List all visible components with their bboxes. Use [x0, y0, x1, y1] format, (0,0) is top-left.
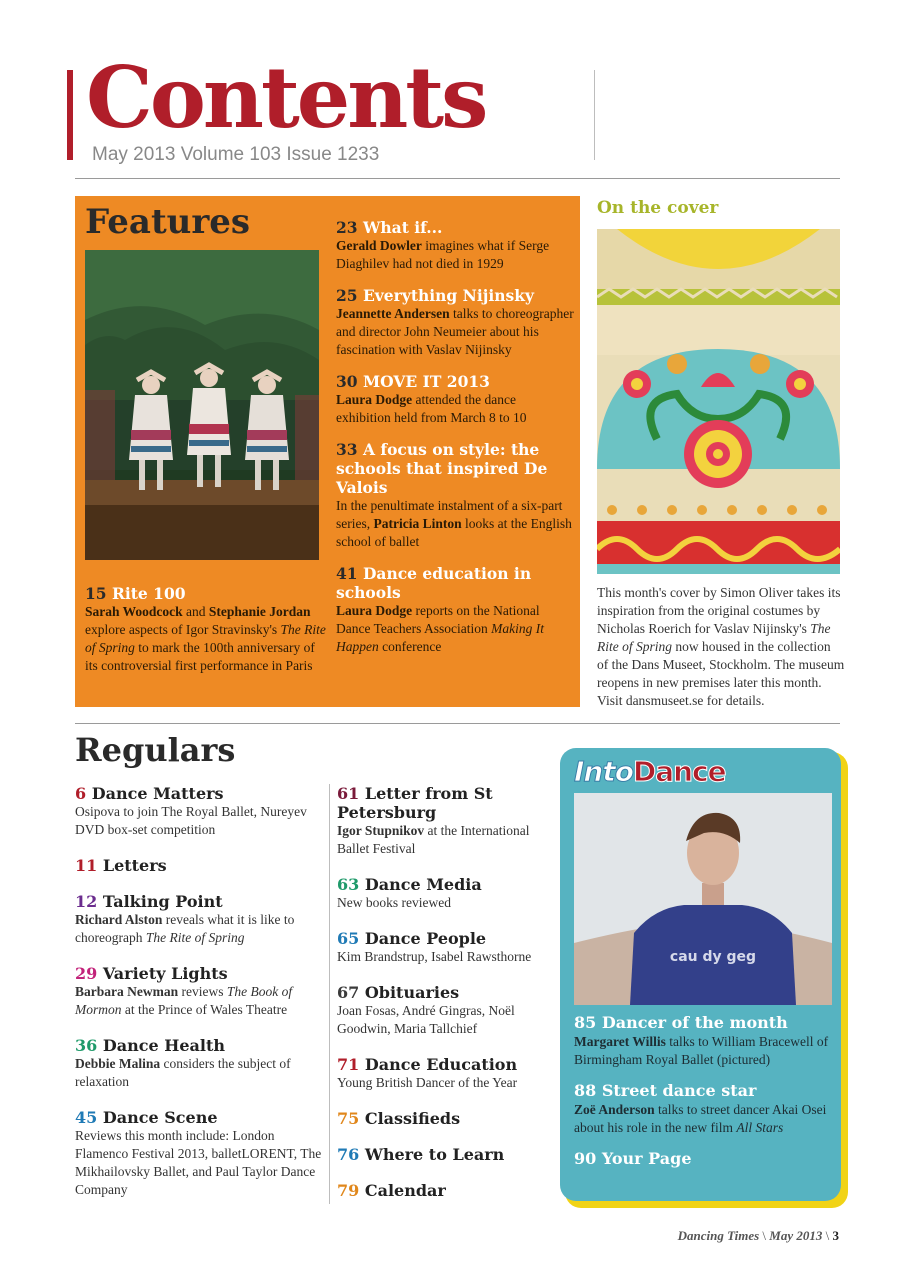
- feature-title: Dance education in schools: [336, 564, 532, 602]
- feature-title: A focus on style: the schools that inspired De Valois: [336, 440, 548, 497]
- regular-item: 79 Calendar: [337, 1181, 446, 1200]
- features-right-column: [336, 218, 574, 669]
- middle-rule: [75, 723, 840, 724]
- regular-item: 12 Talking Point Richard Alston reveals what it is like to choreograph The Rite of Spring: [75, 892, 295, 945]
- page-title: Contents: [86, 48, 486, 147]
- regular-item: 71 Dance Education Young British Dancer of the Year: [337, 1055, 518, 1090]
- cover-heading: On the cover: [597, 198, 719, 218]
- into-item: 88 Street dance star Zoë Anderson talks to street dancer Akai Osei about his role in the new film All Stars: [574, 1081, 827, 1135]
- feature-title: MOVE IT 2013: [362, 372, 490, 391]
- feature-title: Everything Nijinsky: [362, 286, 534, 305]
- feature-item-what-if: 23 What if... Gerald Dowler imagines what if Serge Diaghilev had not died in 1929: [336, 218, 550, 271]
- features-heading: Features: [85, 202, 251, 242]
- features-panel: [75, 196, 580, 707]
- regular-item: 76 Where to Learn: [337, 1145, 505, 1164]
- regular-item: 61 Letter from St Petersburg Igor Stupnikov at the International Ballet Festival: [337, 784, 530, 856]
- header-accent-bar: [67, 70, 73, 160]
- feature-number: 15: [85, 584, 107, 603]
- into-item: 90 Your Page: [574, 1149, 692, 1168]
- feature-item-move-it: 30 MOVE IT 2013 Laura Dodge attended the dance exhibition held from March 8 to 10: [336, 372, 527, 425]
- regular-item: 36 Dance Health Debbie Malina considers the subject of relaxation: [75, 1036, 291, 1089]
- regular-item: 67 Obituaries Joan Fosas, André Gingras, Noël Goodwin, Maria Tallchief: [337, 983, 515, 1036]
- feature-title: Rite 100: [111, 584, 186, 603]
- regular-item: 29 Variety Lights Barbara Newman reviews The Book of Mormon at the Prince of Wales Theatre: [75, 964, 293, 1017]
- shirt-text: cau dy geg: [669, 949, 757, 965]
- top-rule: [75, 178, 840, 179]
- cover-image: [597, 229, 840, 574]
- regular-item: 11 Letters: [75, 856, 167, 875]
- regulars-heading: Regulars: [75, 731, 236, 769]
- feature-item-rite-100: 15 Rite 100 Sarah Woodcock and Stephanie Jordan explore aspects of Igor Stravinsky's The Rite of Spring to mark the 100th anniversary of its controversial first performance in Paris: [85, 584, 326, 673]
- feature-item-nijinsky: 25 Everything Nijinsky Jeannette Andersen talks to choreographer and director John Neumeier about his fascination with Vaslav Nijinsky: [336, 286, 574, 357]
- feature-item-dance-education: 41 Dance education in schools Laura Dodge reports on the National Dance Teachers Association Making It Happen conference: [336, 564, 544, 654]
- page-number: 3: [832, 1228, 839, 1243]
- regular-item: 75 Classifieds: [337, 1109, 461, 1128]
- regular-item: 65 Dance People Kim Brandstrup, Isabel Rawsthorne: [337, 929, 532, 964]
- regular-item: 63 Dance Media New books reviewed: [337, 875, 482, 910]
- dancer-photo: [574, 793, 832, 1005]
- into-item: 85 Dancer of the month Margaret Willis talks to William Bracewell of Birmingham Royal Ballet (pictured): [574, 1013, 829, 1067]
- cover-description: This month's cover by Simon Oliver takes its inspiration from the original costumes by Nicholas Roerich for Vaslav Nijinsky's The Rite of Spring now housed in the collection of the Dans Museet, Stockholm. The museum reopens in new premises later this month. Visit dansmuseet.se for details.: [597, 585, 845, 708]
- regulars-column-2: [337, 784, 559, 1217]
- into-dance-items: [574, 1013, 836, 1181]
- into-dance-logo: IntoDance: [574, 755, 726, 788]
- feature-title: What if...: [362, 218, 443, 237]
- regulars-column-divider: [329, 784, 330, 1204]
- feature-author: Sarah Woodcock: [85, 604, 183, 619]
- regular-item: 45 Dance Scene Reviews this month include: London Flamenco Festival 2013, balletLORENT, The Mikhailovsky Ballet, and Paul Taylor Dance Company: [75, 1108, 322, 1197]
- regular-item: 6 Dance Matters Osipova to join The Royal Ballet, Nureyev DVD box-set competition: [75, 784, 307, 837]
- rite-of-spring-photo: [85, 250, 319, 560]
- issue-line: May 2013 Volume 103 Issue 1233: [92, 144, 380, 165]
- regulars-column-1: [75, 784, 327, 1216]
- header-divider: [594, 70, 595, 160]
- feature-item-focus-on-style: 33 A focus on style: the schools that inspired De Valois In the penultimate instalment of a six-part series, Patricia Linton looks at the English school of ballet: [336, 440, 572, 549]
- feature-author: Stephanie Jordan: [208, 604, 311, 619]
- page-footer: Dancing Times \ May 2013 \ 3: [677, 1228, 839, 1243]
